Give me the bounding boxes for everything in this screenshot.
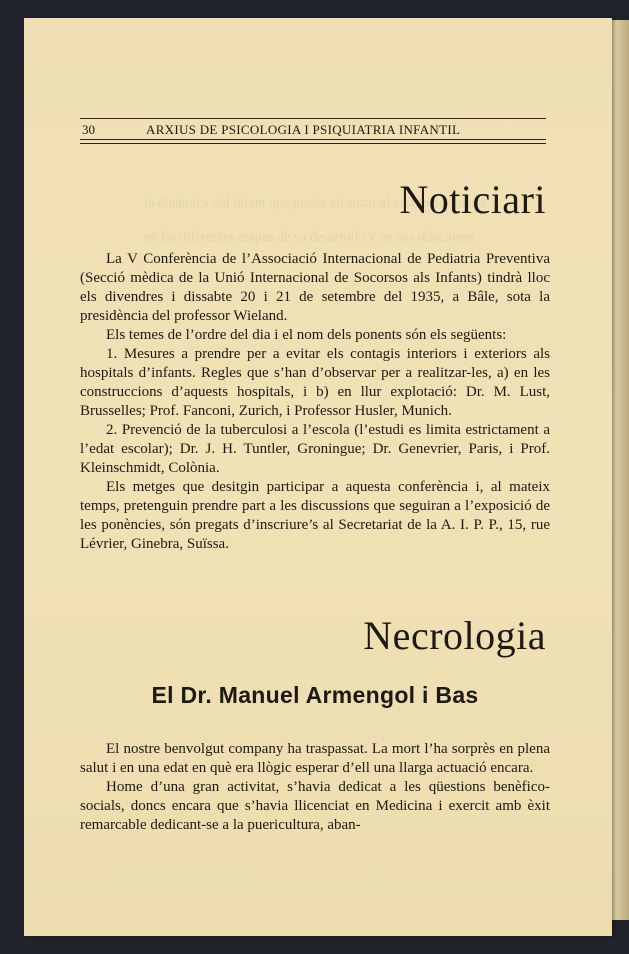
section-title-noticiari: Noticiari [399,177,546,222]
page-number: 30 [82,122,95,137]
paragraph: 2. Prevenció de la tuberculosi a l’escola (l’estudi es limita estrictament a l’edat escolar); Dr. J. H. Tuntler, Groningue; Dr. Genevrier, Paris, i Prof. Kleinschmidt, Colònia. [80,422,550,476]
bleed-through-text: en las diferentes etapas de su desarrollo y en sus relaciones [144,230,475,245]
rule-line [80,143,546,144]
paragraph: Els metges que desitgin participar a aquesta conferència i, al mateix temps, pretenguin prendre part a les discussions que seguiran a l’exposició de les ponències, són pregats d’inscriure’s al Secretariat de la A. I. P. P., 15, rue Lévrier, Ginebra, Suïssa. [80,479,550,552]
bleed-through-text: la dinámica del infant que puede alcanzar al estado adecuado [144,196,486,211]
necrologia-body [80,740,550,835]
obituary-title: El Dr. Manuel Armengol i Bas [151,682,479,708]
document-page [24,18,612,936]
noticiari-body [80,250,550,554]
paragraph: 1. Mesures a prendre per a evitar els contagis interiors i exteriors als hospitals d’infants. Regles que s’han d’observar per a realitzar-les, a) en les construccions d’aquests hospitals, i b) en llur explotació: Dr. M. Lust, Brusselles; Prof. Fanconi, Zurich, i Professor Husler, Munich. [80,346,550,419]
section-title-necrologia: Necrologia [363,613,546,658]
rule-line [80,118,546,119]
journal-title: ARXIUS DE PSICOLOGIA I PSIQUIATRIA INFANTIL [146,122,461,137]
rule-line [80,139,546,140]
paragraph: Home d’una gran activitat, s’havia dedicat a les qüestions benèfico-socials, doncs encara que s’havia llicenciat en Medicina i exercit amb èxit remarcable dedicant-se a la puericultura, aban- [80,779,550,833]
paragraph: La V Conferència de l’Associació Internacional de Pediatria Preventiva (Secció mèdica de la Unió Internacional de Socorsos als Infants) tindrà lloc els divendres i dissabte 20 i 21 de setembre del 1935, a Bâle, sota la presidència del professor Wieland. [80,251,550,324]
running-head [80,118,546,144]
paragraph: Els temes de l’ordre del dia i el nom dels ponents són els següents: [106,327,507,343]
paragraph: El nostre benvolgut company ha traspassat. La mort l’ha sorprès en plena salut i en una edat en què era llògic esperar d’ell una llarga actuació encara. [80,741,550,776]
